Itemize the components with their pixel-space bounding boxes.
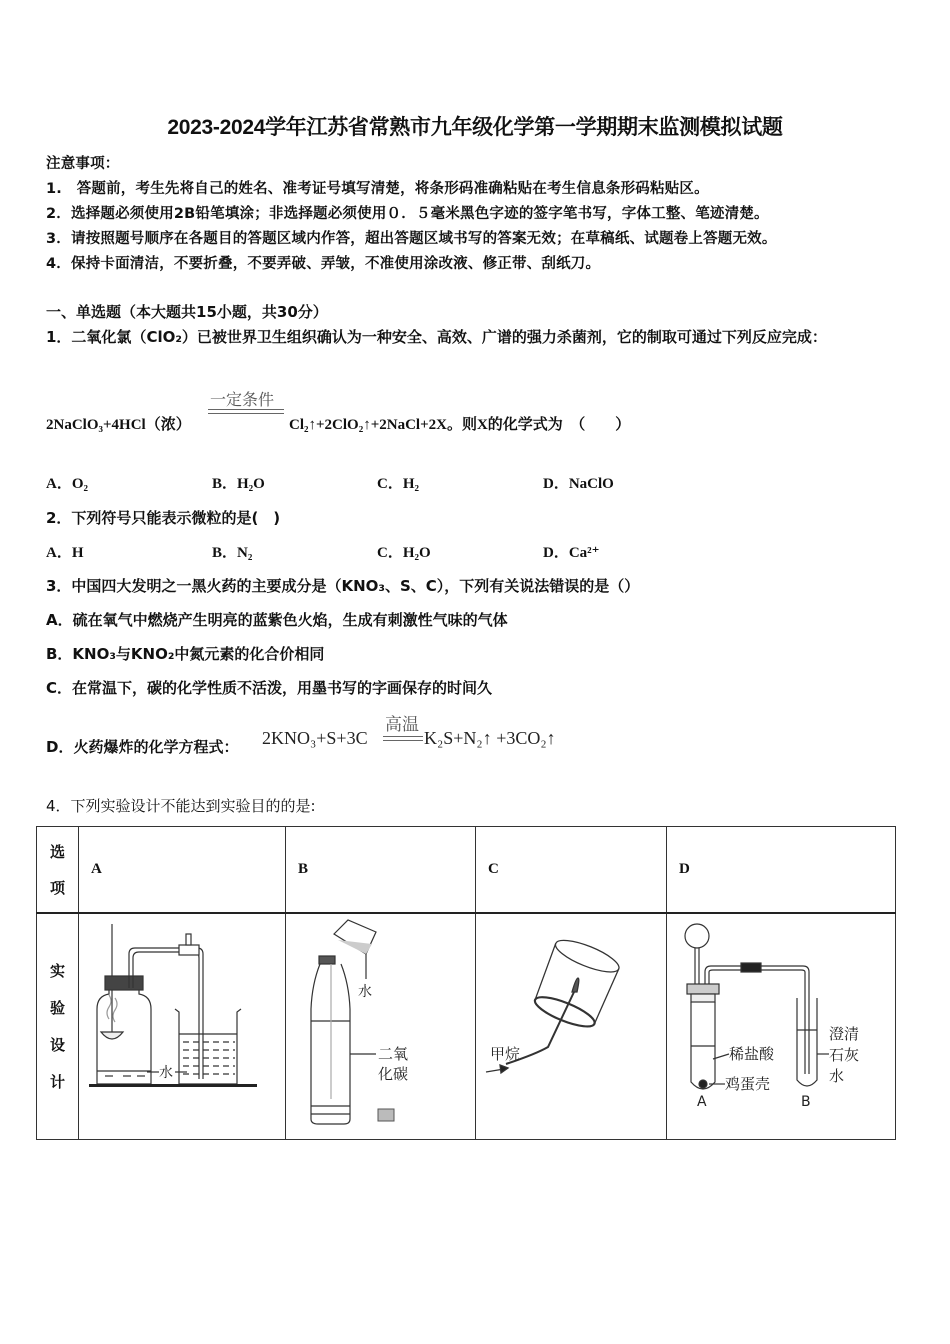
q1-option-b: B．H₂O <box>212 476 265 492</box>
label-tube-b: B <box>801 1094 811 1110</box>
q2-option-d: D．Ca²⁺ <box>543 545 600 561</box>
label-water-b: 水 <box>358 984 372 1000</box>
q1-products: Cl₂↑+2ClO₂↑+2NaCl+2X。则X的化学式为 （ ） <box>289 417 631 433</box>
q2-option-c: C．H₂O <box>377 545 431 561</box>
q2-option-a: A．H <box>46 545 84 561</box>
column-b: B <box>286 827 476 914</box>
q3-equals-sign <box>383 736 423 741</box>
q3-option-c: C．在常温下，碳的化学性质不活泼，用墨书写的字画保存的时间久 <box>46 679 493 697</box>
figure-b-cell <box>286 913 476 1140</box>
label-water-a: 水 <box>159 1065 173 1081</box>
section-heading: 一、单选题（本大题共15小题，共30分） <box>46 303 328 321</box>
q3-option-d: D．火药爆炸的化学方程式： <box>46 738 239 756</box>
q3-option-a: A．硫在氧气中燃烧产生明亮的蓝紫色火焰，生成有刺激性气味的气体 <box>46 611 508 629</box>
notice-heading: 注意事项： <box>46 156 120 172</box>
q4-stem: 4．下列实验设计不能达到实验目的的是: <box>46 797 316 815</box>
q3-stem: 3．中国四大发明之一黑火药的主要成分是（KNO₃、S、C），下列有关说法错误的是（） <box>46 577 640 595</box>
q1-option-a: A．O₂ <box>46 476 88 492</box>
q3-option-b: B．KNO₃与KNO₂中氮元素的化合价相同 <box>46 645 325 663</box>
q1-reactants: 2NaClO₃+4HCl（浓） <box>46 417 191 433</box>
q3-equation-right: K₂S+N₂↑ +3CO₂↑ <box>424 728 556 748</box>
column-a: A <box>79 827 286 914</box>
label-tube-a: A <box>697 1094 707 1110</box>
label-limewater-2: 石灰 <box>829 1046 860 1064</box>
document-title: 2023-2024学年江苏省常熟市九年级化学第一学期期末监测模拟试题 <box>167 116 783 139</box>
figure-c-methane-burner-icon <box>476 914 666 1134</box>
label-dilute-hcl: 稀盐酸 <box>729 1045 775 1063</box>
notice-item-3: 3．请按照题号顺序在各题目的答题区域内作答，超出答题区域书写的答案无效；在草稿纸、试题卷上答题无效。 <box>46 231 777 247</box>
figure-b-bottle-icon <box>286 914 475 1134</box>
column-c: C <box>476 827 667 914</box>
label-methane: 甲烷 <box>490 1045 521 1063</box>
q3-equation-left: 2KNO₃+S+3C <box>262 728 368 748</box>
column-d: D <box>667 827 896 914</box>
label-eggshell: 鸡蛋壳 <box>725 1075 771 1093</box>
label-limewater-3: 水 <box>829 1067 845 1085</box>
notice-item-4: 4．保持卡面清洁，不要折叠，不要弄破、弄皱，不准使用涂改液、修正带、刮纸刀。 <box>46 256 601 272</box>
figure-c-cell <box>476 913 667 1140</box>
figure-a-apparatus-icon <box>79 914 285 1134</box>
design-label: 实 验 设 计 <box>49 961 65 1091</box>
label-co2-2: 化碳 <box>378 1065 409 1083</box>
q1-condition: 一定条件 <box>210 390 275 409</box>
figure-a-cell <box>79 913 286 1140</box>
label-co2-1: 二氧 <box>378 1045 409 1063</box>
figure-d-co2-test-icon <box>667 914 895 1134</box>
figure-d-cell <box>667 913 896 1140</box>
q1-option-d: D．NaClO <box>543 476 614 492</box>
q2-option-b: B．N₂ <box>212 545 253 561</box>
label-limewater-1: 澄清 <box>829 1025 860 1043</box>
header-design-label <box>37 913 79 1140</box>
q3-equation-condition: 高温 <box>385 715 419 735</box>
q1-stem: 1．二氧化氯（ClO₂）已被世界卫生组织确认为一种安全、高效、广谱的强力杀菌剂，它的制取可通过下列反应完成： <box>46 328 827 346</box>
q1-equals-sign <box>208 409 284 414</box>
notice-item-1: 1. 答题前，考生先将自己的姓名、准考证号填写清楚，将条形码准确粘贴在考生信息条形码粘贴区。 <box>46 181 709 197</box>
experiment-table <box>36 826 896 1140</box>
header-option-label <box>37 827 79 914</box>
q1-option-c: C．H₂ <box>377 476 419 492</box>
option-label: 选 项 <box>49 842 65 897</box>
q2-stem: 2．下列符号只能表示微粒的是( ) <box>46 509 281 527</box>
notice-item-2: 2．选择题必须使用2B铅笔填涂；非选择题必须使用０．５毫米黑色字迹的签字笔书写，字体工整、笔迹清楚。 <box>46 206 769 222</box>
